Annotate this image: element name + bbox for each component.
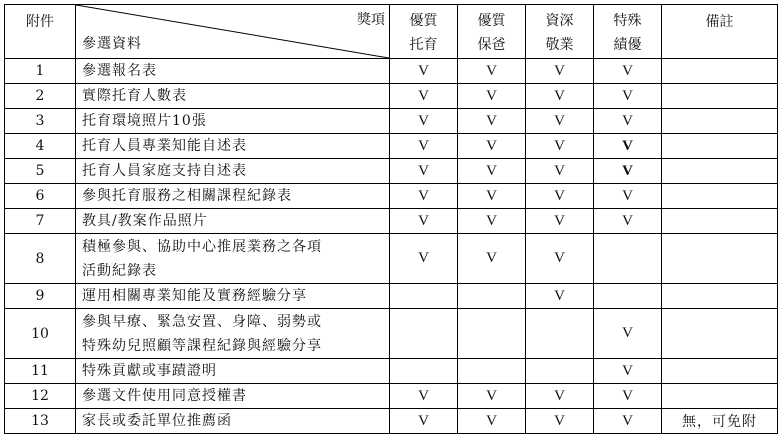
award-check-mark: V [594, 409, 662, 434]
document-item [76, 109, 390, 134]
header-award-line1: 優質 [477, 12, 506, 29]
document-item [76, 309, 390, 359]
document-item-line: 家長或委託單位推薦函 [82, 413, 232, 429]
header-materials-label: 參選資料 [82, 36, 142, 52]
award-check-mark: V [458, 159, 526, 184]
document-item-line: 參選報名表 [82, 63, 157, 79]
table-row [5, 134, 778, 159]
award-check-mark: V [390, 159, 458, 184]
header-row [5, 5, 778, 59]
document-item [76, 134, 390, 159]
document-item-line: 特殊貢獻或事蹟證明 [82, 363, 217, 379]
award-check-mark: V [594, 109, 662, 134]
award-check-mark [458, 284, 526, 309]
document-item [76, 234, 390, 284]
header-award-line2: 托育 [409, 36, 438, 53]
header-award-line2: 績優 [613, 36, 642, 53]
award-check-mark [526, 359, 594, 384]
remarks-cell [662, 109, 778, 134]
table-row [5, 234, 778, 284]
table-body [5, 59, 778, 434]
award-check-mark [390, 309, 458, 359]
document-item-line: 托育環境照片10張 [82, 113, 207, 129]
remarks-cell [662, 134, 778, 159]
award-check-mark: V [526, 84, 594, 109]
attachment-number: 4 [5, 134, 76, 159]
award-check-mark: V [458, 384, 526, 409]
document-item-line: 運用相關專業知能及實務經驗分享 [82, 288, 307, 304]
document-item [76, 84, 390, 109]
header-award-line2: 敬業 [545, 36, 574, 53]
attachment-number: 3 [5, 109, 76, 134]
award-check-mark: V [526, 134, 594, 159]
award-check-mark: V [458, 84, 526, 109]
award-check-mark: V [390, 184, 458, 209]
remarks-cell [662, 309, 778, 359]
remarks-cell [662, 209, 778, 234]
award-check-mark: V [390, 134, 458, 159]
header-award-special-merit [594, 5, 662, 59]
award-check-mark [458, 309, 526, 359]
document-item [76, 384, 390, 409]
award-check-mark: V [458, 184, 526, 209]
table-row [5, 284, 778, 309]
award-check-mark: V [594, 209, 662, 234]
award-check-mark: V [594, 159, 662, 184]
attachment-number: 12 [5, 384, 76, 409]
award-check-mark: V [458, 134, 526, 159]
award-check-mark: V [458, 109, 526, 134]
award-check-mark: V [526, 409, 594, 434]
document-item-line: 實際托育人數表 [82, 88, 187, 104]
table-row [5, 384, 778, 409]
award-check-mark: V [594, 309, 662, 359]
attachment-number: 10 [5, 309, 76, 359]
award-check-mark [458, 359, 526, 384]
attachment-number: 1 [5, 59, 76, 84]
remarks-cell [662, 159, 778, 184]
attachment-number: 9 [5, 284, 76, 309]
document-item [76, 284, 390, 309]
document-item-line: 特殊幼兒照顧等課程紀錄與經驗分享 [82, 337, 322, 354]
table-row [5, 159, 778, 184]
document-item-line: 托育人員家庭支持自述表 [82, 163, 247, 179]
award-check-mark [594, 284, 662, 309]
document-item [76, 409, 390, 434]
document-item-line: 教具/教案作品照片 [82, 213, 208, 229]
award-check-mark: V [390, 109, 458, 134]
award-check-mark [390, 284, 458, 309]
table-row [5, 309, 778, 359]
award-check-mark: V [526, 109, 594, 134]
award-check-mark: V [526, 384, 594, 409]
header-award-quality-childcare [390, 5, 458, 59]
document-item [76, 59, 390, 84]
header-award-line1: 資深 [545, 12, 574, 29]
table-row [5, 109, 778, 134]
header-award-line1: 特殊 [613, 12, 642, 29]
remarks-cell: 無，可免附 [662, 409, 778, 434]
award-check-mark: V [458, 234, 526, 284]
document-item [76, 159, 390, 184]
document-item [76, 359, 390, 384]
attachment-number: 8 [5, 234, 76, 284]
award-check-mark: V [594, 84, 662, 109]
table-row [5, 359, 778, 384]
remarks-cell [662, 84, 778, 109]
attachment-number: 5 [5, 159, 76, 184]
header-remarks: 備註 [662, 5, 778, 59]
remarks-cell [662, 384, 778, 409]
award-check-mark [390, 359, 458, 384]
award-check-mark: V [526, 234, 594, 284]
award-check-mark: V [594, 384, 662, 409]
document-item-line: 托育人員專業知能自述表 [82, 138, 247, 154]
remarks-cell [662, 234, 778, 284]
header-diagonal-cell [76, 5, 390, 59]
attachment-number: 7 [5, 209, 76, 234]
document-item-line: 參選文件使用同意授權書 [82, 388, 247, 404]
header-attachment-no: 附件 [5, 5, 76, 59]
attachment-number: 6 [5, 184, 76, 209]
award-check-mark: V [594, 134, 662, 159]
award-check-mark [526, 309, 594, 359]
header-award-senior-dedication [526, 5, 594, 59]
award-check-mark [594, 234, 662, 284]
attachment-number: 11 [5, 359, 76, 384]
header-award-line1: 優質 [409, 12, 438, 29]
award-check-mark: V [526, 59, 594, 84]
document-item [76, 209, 390, 234]
award-check-mark: V [390, 84, 458, 109]
document-item [76, 184, 390, 209]
header-award-label: 獎項 [357, 12, 385, 28]
document-item-line: 積極參與、協助中心推展業務之各項 [82, 238, 322, 255]
remarks-cell [662, 284, 778, 309]
remarks-cell [662, 59, 778, 84]
attachment-number: 2 [5, 84, 76, 109]
table-row [5, 59, 778, 84]
table-row [5, 409, 778, 434]
award-check-mark: V [458, 209, 526, 234]
header-award-line2: 保爸 [477, 36, 506, 53]
award-check-mark: V [390, 384, 458, 409]
award-check-mark: V [390, 209, 458, 234]
document-item-line: 活動紀錄表 [82, 262, 157, 279]
award-check-mark: V [458, 59, 526, 84]
remarks-cell [662, 359, 778, 384]
award-check-mark: V [526, 284, 594, 309]
award-check-mark: V [526, 209, 594, 234]
award-check-mark: V [390, 234, 458, 284]
award-check-mark: V [390, 59, 458, 84]
award-check-mark: V [526, 184, 594, 209]
award-check-mark: V [458, 409, 526, 434]
award-check-mark: V [390, 409, 458, 434]
header-award-quality-dad [458, 5, 526, 59]
award-check-mark: V [594, 59, 662, 84]
table-row [5, 209, 778, 234]
table-row [5, 184, 778, 209]
award-documents-table [4, 4, 778, 434]
award-check-mark: V [594, 359, 662, 384]
award-check-mark: V [526, 159, 594, 184]
table-row [5, 84, 778, 109]
document-item-line: 參與早療、緊急安置、身障、弱勢或 [82, 313, 322, 330]
attachment-number: 13 [5, 409, 76, 434]
document-item-line: 參與托育服務之相關課程紀錄表 [82, 188, 292, 204]
remarks-cell [662, 184, 778, 209]
award-check-mark: V [594, 184, 662, 209]
